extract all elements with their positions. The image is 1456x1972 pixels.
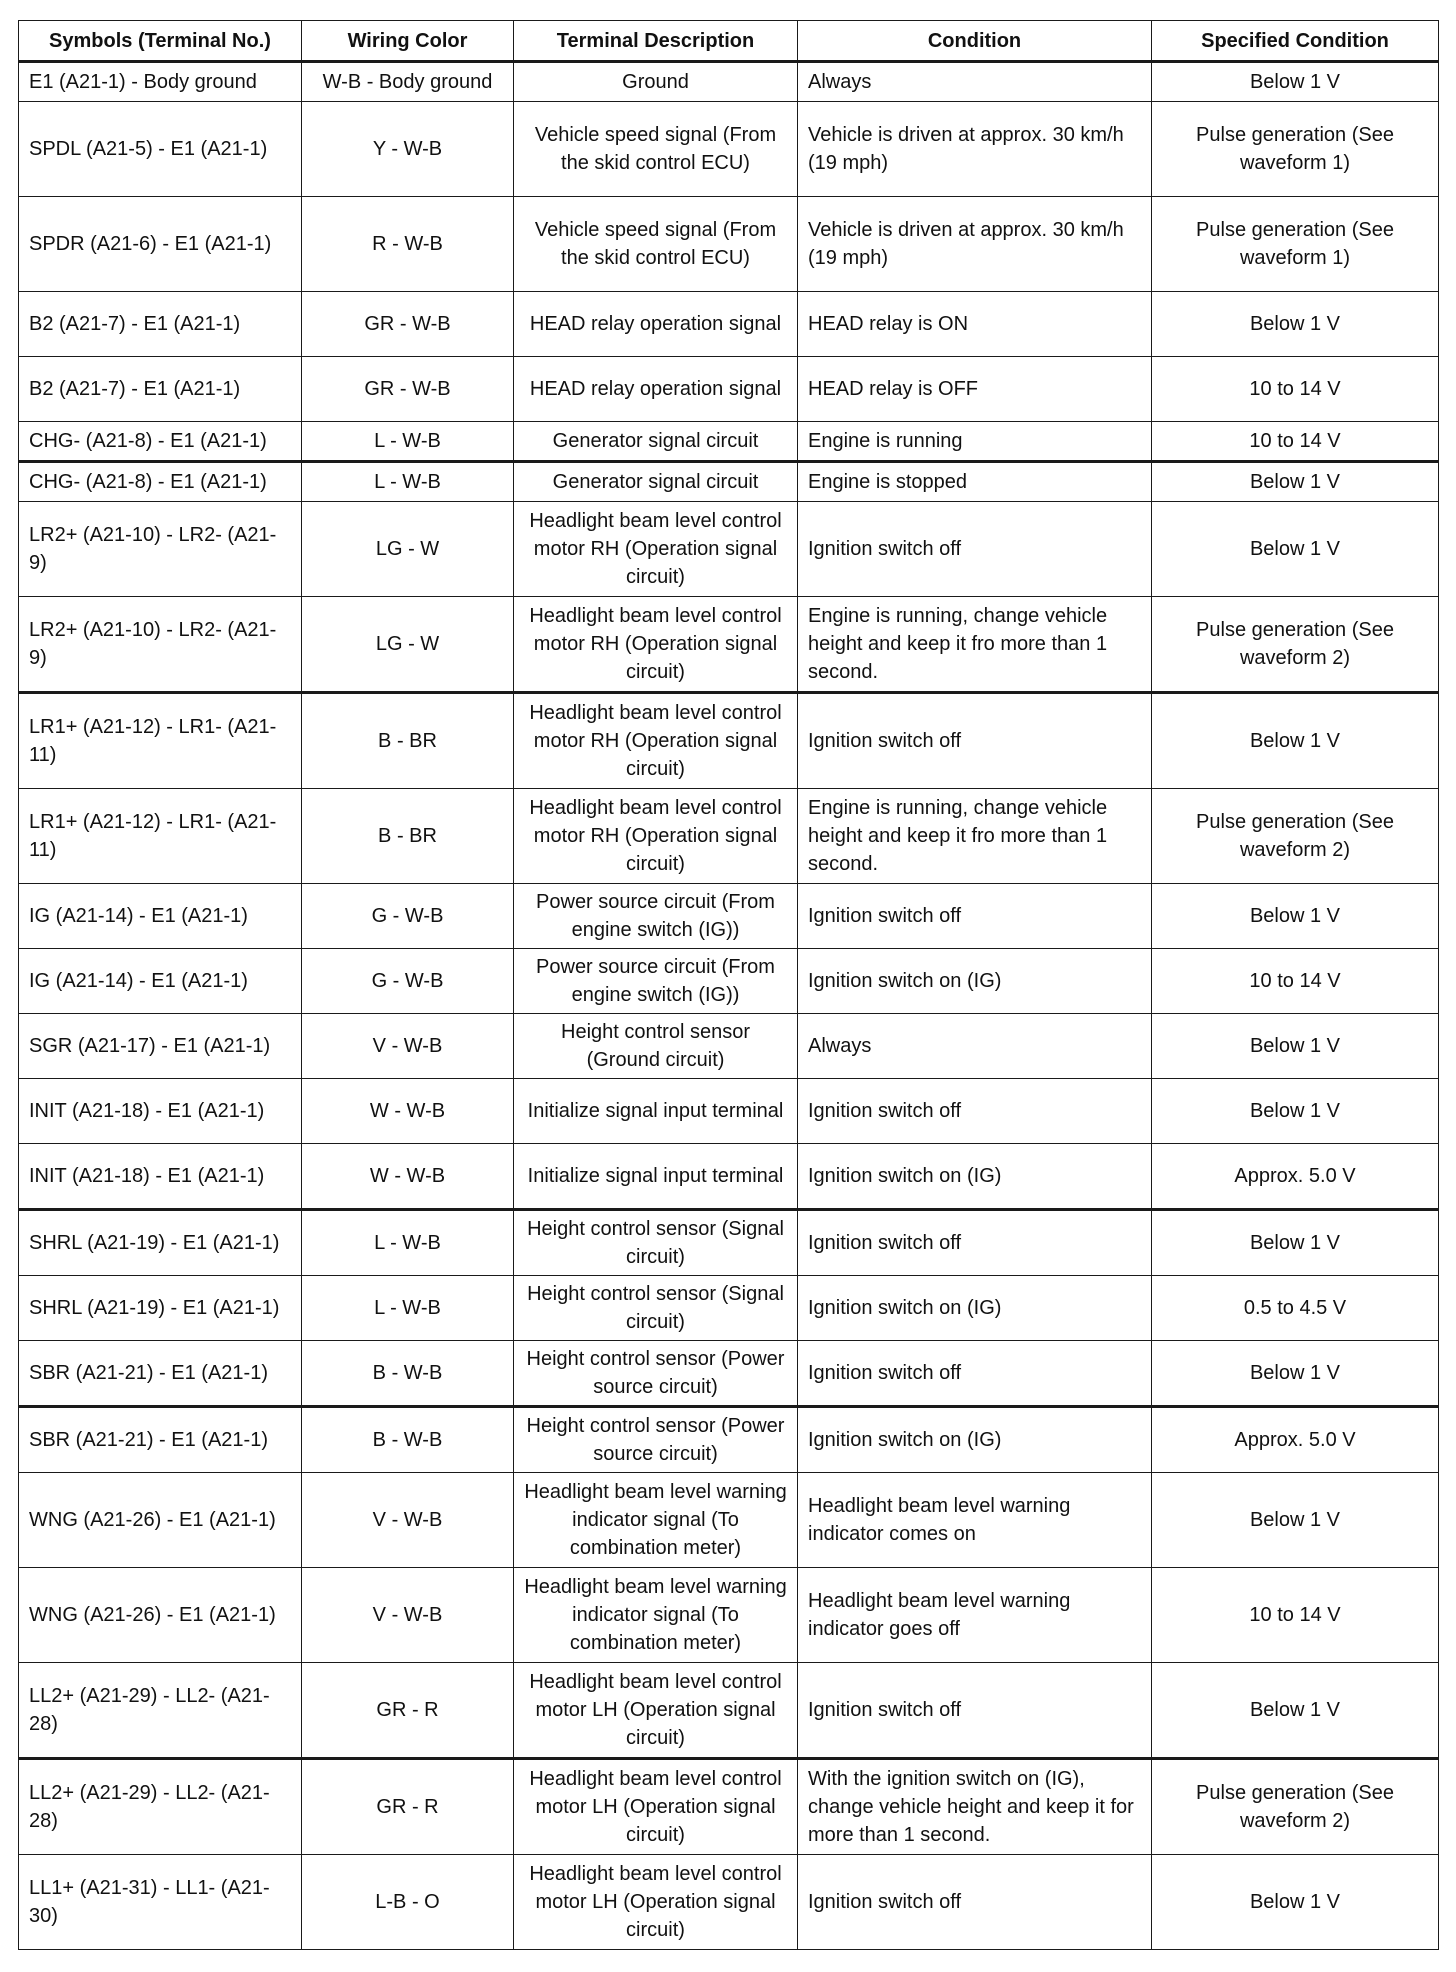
cell-specified-condition: 10 to 14 V bbox=[1152, 357, 1439, 422]
cell-wiring-color: W-B - Body ground bbox=[302, 62, 514, 102]
cell-specified-condition: Below 1 V bbox=[1152, 1210, 1439, 1276]
table-row bbox=[19, 1014, 1439, 1079]
cell-condition: Ignition switch off bbox=[798, 693, 1152, 789]
cell-wiring-color: V - W-B bbox=[302, 1014, 514, 1079]
cell-condition: Ignition switch off bbox=[798, 1210, 1152, 1276]
cell-specified-condition: Below 1 V bbox=[1152, 1014, 1439, 1079]
table-row bbox=[19, 693, 1439, 789]
table-row bbox=[19, 597, 1439, 693]
cell-condition: HEAD relay is ON bbox=[798, 292, 1152, 357]
cell-specified-condition: Pulse generation (See waveform 2) bbox=[1152, 597, 1439, 693]
cell-symbol: IG (A21-14) - E1 (A21-1) bbox=[19, 949, 302, 1014]
cell-description: Vehicle speed signal (From the skid control ECU) bbox=[514, 197, 798, 292]
cell-symbol: INIT (A21-18) - E1 (A21-1) bbox=[19, 1144, 302, 1210]
cell-condition: Ignition switch on (IG) bbox=[798, 949, 1152, 1014]
table-row bbox=[19, 1407, 1439, 1473]
cell-specified-condition: Below 1 V bbox=[1152, 292, 1439, 357]
cell-wiring-color: B - W-B bbox=[302, 1341, 514, 1407]
cell-description: HEAD relay operation signal bbox=[514, 357, 798, 422]
header-wiring-color: Wiring Color bbox=[302, 21, 514, 62]
cell-symbol: SHRL (A21-19) - E1 (A21-1) bbox=[19, 1210, 302, 1276]
table-row bbox=[19, 1663, 1439, 1759]
cell-description: Vehicle speed signal (From the skid control ECU) bbox=[514, 102, 798, 197]
cell-specified-condition: Pulse generation (See waveform 2) bbox=[1152, 1759, 1439, 1855]
cell-specified-condition: Approx. 5.0 V bbox=[1152, 1407, 1439, 1473]
cell-wiring-color: Y - W-B bbox=[302, 102, 514, 197]
cell-condition: Engine is running, change vehicle height and keep it fro more than 1 second. bbox=[798, 789, 1152, 884]
cell-description: Headlight beam level control motor LH (Operation signal circuit) bbox=[514, 1663, 798, 1759]
cell-condition: Always bbox=[798, 62, 1152, 102]
cell-wiring-color: LG - W bbox=[302, 502, 514, 597]
cell-condition: With the ignition switch on (IG), change vehicle height and keep it for more than 1 second. bbox=[798, 1759, 1152, 1855]
header-symbols: Symbols (Terminal No.) bbox=[19, 21, 302, 62]
cell-specified-condition: Below 1 V bbox=[1152, 1855, 1439, 1950]
cell-specified-condition: Below 1 V bbox=[1152, 693, 1439, 789]
table-row bbox=[19, 197, 1439, 292]
cell-wiring-color: W - W-B bbox=[302, 1079, 514, 1144]
cell-symbol: E1 (A21-1) - Body ground bbox=[19, 62, 302, 102]
cell-condition: Ignition switch on (IG) bbox=[798, 1407, 1152, 1473]
cell-description: Headlight beam level control motor LH (Operation signal circuit) bbox=[514, 1855, 798, 1950]
cell-wiring-color: GR - R bbox=[302, 1759, 514, 1855]
cell-description: Height control sensor (Power source circuit) bbox=[514, 1407, 798, 1473]
cell-description: Headlight beam level warning indicator signal (To combination meter) bbox=[514, 1473, 798, 1568]
table-row bbox=[19, 789, 1439, 884]
cell-symbol: B2 (A21-7) - E1 (A21-1) bbox=[19, 357, 302, 422]
cell-wiring-color: GR - R bbox=[302, 1663, 514, 1759]
terminal-spec-table bbox=[18, 20, 1439, 1950]
table-row bbox=[19, 1473, 1439, 1568]
table-row bbox=[19, 1144, 1439, 1210]
table-row bbox=[19, 1759, 1439, 1855]
table-row bbox=[19, 949, 1439, 1014]
cell-symbol: WNG (A21-26) - E1 (A21-1) bbox=[19, 1473, 302, 1568]
cell-symbol: LL1+ (A21-31) - LL1- (A21-30) bbox=[19, 1855, 302, 1950]
cell-wiring-color: W - W-B bbox=[302, 1144, 514, 1210]
cell-symbol: LR2+ (A21-10) - LR2- (A21-9) bbox=[19, 502, 302, 597]
cell-condition: Ignition switch on (IG) bbox=[798, 1144, 1152, 1210]
cell-description: Ground bbox=[514, 62, 798, 102]
cell-specified-condition: Below 1 V bbox=[1152, 1663, 1439, 1759]
cell-symbol: SHRL (A21-19) - E1 (A21-1) bbox=[19, 1276, 302, 1341]
cell-symbol: SBR (A21-21) - E1 (A21-1) bbox=[19, 1407, 302, 1473]
header-condition: Condition bbox=[798, 21, 1152, 62]
cell-wiring-color: L-B - O bbox=[302, 1855, 514, 1950]
table-row bbox=[19, 502, 1439, 597]
table-header-row bbox=[19, 21, 1439, 62]
cell-wiring-color: G - W-B bbox=[302, 884, 514, 949]
cell-symbol: LR2+ (A21-10) - LR2- (A21-9) bbox=[19, 597, 302, 693]
header-terminal-description: Terminal Description bbox=[514, 21, 798, 62]
cell-description: Headlight beam level control motor RH (Operation signal circuit) bbox=[514, 789, 798, 884]
cell-wiring-color: L - W-B bbox=[302, 1276, 514, 1341]
cell-condition: Engine is running bbox=[798, 422, 1152, 462]
table-row bbox=[19, 102, 1439, 197]
cell-description: Power source circuit (From engine switch (IG)) bbox=[514, 884, 798, 949]
cell-symbol: SPDR (A21-6) - E1 (A21-1) bbox=[19, 197, 302, 292]
cell-specified-condition: 10 to 14 V bbox=[1152, 1568, 1439, 1663]
cell-wiring-color: B - BR bbox=[302, 789, 514, 884]
cell-specified-condition: Approx. 5.0 V bbox=[1152, 1144, 1439, 1210]
cell-condition: Ignition switch off bbox=[798, 1079, 1152, 1144]
cell-condition: Vehicle is driven at approx. 30 km/h (19 mph) bbox=[798, 197, 1152, 292]
cell-condition: Headlight beam level warning indicator goes off bbox=[798, 1568, 1152, 1663]
cell-condition: Ignition switch off bbox=[798, 884, 1152, 949]
table-row bbox=[19, 357, 1439, 422]
table-row bbox=[19, 1210, 1439, 1276]
cell-symbol: LR1+ (A21-12) - LR1- (A21-11) bbox=[19, 693, 302, 789]
cell-specified-condition: Pulse generation (See waveform 1) bbox=[1152, 102, 1439, 197]
cell-wiring-color: R - W-B bbox=[302, 197, 514, 292]
cell-wiring-color: B - W-B bbox=[302, 1407, 514, 1473]
cell-specified-condition: Pulse generation (See waveform 1) bbox=[1152, 197, 1439, 292]
cell-wiring-color: B - BR bbox=[302, 693, 514, 789]
cell-specified-condition: Below 1 V bbox=[1152, 1079, 1439, 1144]
cell-symbol: B2 (A21-7) - E1 (A21-1) bbox=[19, 292, 302, 357]
cell-wiring-color: GR - W-B bbox=[302, 357, 514, 422]
cell-specified-condition: Pulse generation (See waveform 2) bbox=[1152, 789, 1439, 884]
cell-description: Height control sensor (Ground circuit) bbox=[514, 1014, 798, 1079]
cell-symbol: LL2+ (A21-29) - LL2- (A21-28) bbox=[19, 1759, 302, 1855]
cell-description: HEAD relay operation signal bbox=[514, 292, 798, 357]
cell-specified-condition: Below 1 V bbox=[1152, 1341, 1439, 1407]
cell-condition: Ignition switch off bbox=[798, 1855, 1152, 1950]
table-row bbox=[19, 1079, 1439, 1144]
cell-specified-condition: Below 1 V bbox=[1152, 62, 1439, 102]
cell-description: Height control sensor (Power source circuit) bbox=[514, 1341, 798, 1407]
cell-description: Generator signal circuit bbox=[514, 462, 798, 502]
table-row bbox=[19, 884, 1439, 949]
cell-wiring-color: L - W-B bbox=[302, 1210, 514, 1276]
cell-description: Generator signal circuit bbox=[514, 422, 798, 462]
cell-wiring-color: V - W-B bbox=[302, 1473, 514, 1568]
cell-description: Headlight beam level control motor RH (Operation signal circuit) bbox=[514, 502, 798, 597]
cell-symbol: SPDL (A21-5) - E1 (A21-1) bbox=[19, 102, 302, 197]
cell-description: Height control sensor (Signal circuit) bbox=[514, 1276, 798, 1341]
cell-symbol: LL2+ (A21-29) - LL2- (A21-28) bbox=[19, 1663, 302, 1759]
cell-specified-condition: Below 1 V bbox=[1152, 462, 1439, 502]
cell-symbol: LR1+ (A21-12) - LR1- (A21-11) bbox=[19, 789, 302, 884]
cell-description: Power source circuit (From engine switch (IG)) bbox=[514, 949, 798, 1014]
cell-wiring-color: G - W-B bbox=[302, 949, 514, 1014]
cell-condition: Vehicle is driven at approx. 30 km/h (19 mph) bbox=[798, 102, 1152, 197]
cell-wiring-color: GR - W-B bbox=[302, 292, 514, 357]
cell-condition: Ignition switch off bbox=[798, 502, 1152, 597]
cell-condition: Ignition switch off bbox=[798, 1663, 1152, 1759]
cell-condition: Engine is stopped bbox=[798, 462, 1152, 502]
cell-description: Height control sensor (Signal circuit) bbox=[514, 1210, 798, 1276]
cell-symbol: INIT (A21-18) - E1 (A21-1) bbox=[19, 1079, 302, 1144]
cell-specified-condition: Below 1 V bbox=[1152, 502, 1439, 597]
cell-specified-condition: 10 to 14 V bbox=[1152, 422, 1439, 462]
cell-description: Headlight beam level control motor RH (Operation signal circuit) bbox=[514, 693, 798, 789]
table-row bbox=[19, 1855, 1439, 1950]
cell-specified-condition: Below 1 V bbox=[1152, 884, 1439, 949]
cell-symbol: CHG- (A21-8) - E1 (A21-1) bbox=[19, 462, 302, 502]
cell-wiring-color: L - W-B bbox=[302, 422, 514, 462]
cell-description: Initialize signal input terminal bbox=[514, 1144, 798, 1210]
cell-condition: Ignition switch on (IG) bbox=[798, 1276, 1152, 1341]
cell-wiring-color: LG - W bbox=[302, 597, 514, 693]
cell-description: Headlight beam level control motor RH (Operation signal circuit) bbox=[514, 597, 798, 693]
cell-description: Headlight beam level control motor LH (Operation signal circuit) bbox=[514, 1759, 798, 1855]
cell-wiring-color: L - W-B bbox=[302, 462, 514, 502]
table-row bbox=[19, 1276, 1439, 1341]
cell-condition: HEAD relay is OFF bbox=[798, 357, 1152, 422]
table-row bbox=[19, 1341, 1439, 1407]
cell-condition: Headlight beam level warning indicator comes on bbox=[798, 1473, 1152, 1568]
cell-symbol: SGR (A21-17) - E1 (A21-1) bbox=[19, 1014, 302, 1079]
cell-condition: Always bbox=[798, 1014, 1152, 1079]
table-row bbox=[19, 62, 1439, 102]
header-specified-condition: Specified Condition bbox=[1152, 21, 1439, 62]
cell-specified-condition: 0.5 to 4.5 V bbox=[1152, 1276, 1439, 1341]
table-row bbox=[19, 1568, 1439, 1663]
cell-specified-condition: 10 to 14 V bbox=[1152, 949, 1439, 1014]
cell-symbol: SBR (A21-21) - E1 (A21-1) bbox=[19, 1341, 302, 1407]
cell-specified-condition: Below 1 V bbox=[1152, 1473, 1439, 1568]
cell-description: Headlight beam level warning indicator signal (To combination meter) bbox=[514, 1568, 798, 1663]
cell-condition: Engine is running, change vehicle height and keep it fro more than 1 second. bbox=[798, 597, 1152, 693]
cell-wiring-color: V - W-B bbox=[302, 1568, 514, 1663]
cell-symbol: WNG (A21-26) - E1 (A21-1) bbox=[19, 1568, 302, 1663]
cell-symbol: CHG- (A21-8) - E1 (A21-1) bbox=[19, 422, 302, 462]
table-row bbox=[19, 462, 1439, 502]
table-row bbox=[19, 422, 1439, 462]
terminal-spec-sheet bbox=[18, 20, 1438, 1950]
cell-description: Initialize signal input terminal bbox=[514, 1079, 798, 1144]
table-row bbox=[19, 292, 1439, 357]
cell-condition: Ignition switch off bbox=[798, 1341, 1152, 1407]
cell-symbol: IG (A21-14) - E1 (A21-1) bbox=[19, 884, 302, 949]
